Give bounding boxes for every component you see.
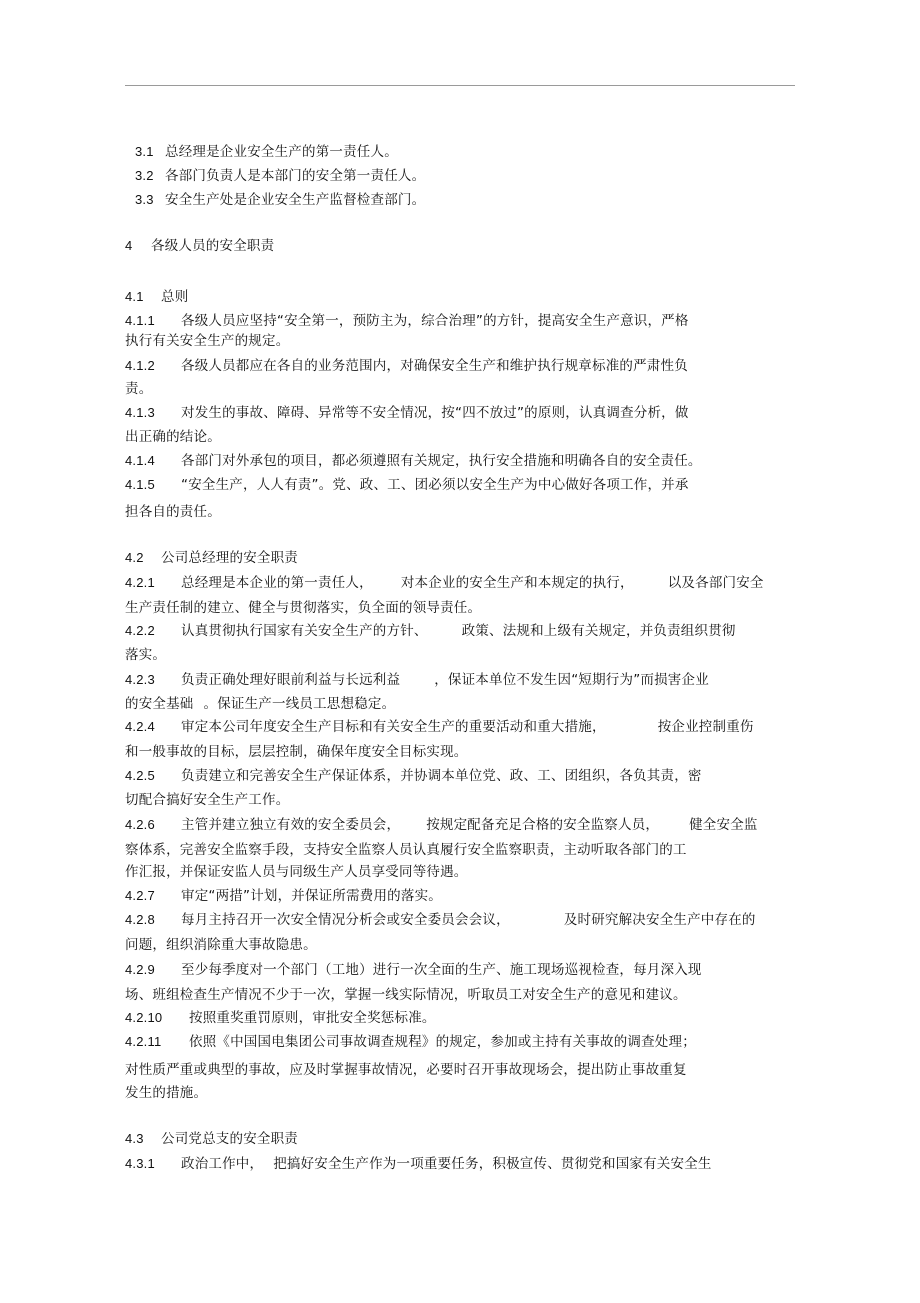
clause-4-2-3-cont xyxy=(125,695,395,713)
clause-4-2-2-cont: 落实。 xyxy=(125,647,167,663)
clause-text: 认真贯彻执行国家有关安全生产的方针、 xyxy=(181,623,428,639)
section-4-3-heading xyxy=(125,1130,298,1148)
item-3-3 xyxy=(135,191,425,209)
clause-4-2-11-cont-1: 对性质严重或典型的事故，应及时掌握事故情况，必要时召开事故现场会，提出防止事故重复 xyxy=(125,1062,687,1078)
clause-text: 把搞好安全生产作为一项重要任务，积极宣传、贯彻党和国家有关安全生 xyxy=(273,1156,712,1172)
clause-number: 3.2 xyxy=(135,168,154,183)
clause-text: 的安全基础 xyxy=(125,696,194,712)
clause-4-1-4 xyxy=(125,452,702,470)
clause-number: 4.2.11 xyxy=(125,1034,162,1049)
clause-number: 3.1 xyxy=(135,144,154,159)
clause-text: 审定“两措”计划，并保证所需费用的落实。 xyxy=(181,888,442,904)
section-title: 总则 xyxy=(161,289,189,305)
clause-text: 对本企业的安全生产和本规定的执行， xyxy=(400,575,634,591)
clause-text: ，保证本单位不发生因“短期行为”而损害企业 xyxy=(434,672,709,688)
clause-text: 每月主持召开一次安全情况分析会或安全委员会会议， xyxy=(181,912,510,928)
clause-4-1-2 xyxy=(125,357,688,375)
section-title: 各级人员的安全职责 xyxy=(151,238,275,254)
clause-4-3-1 xyxy=(125,1155,712,1173)
clause-4-1-5 xyxy=(125,476,689,494)
clause-text: 按企业控制重伤 xyxy=(657,719,754,735)
clause-number: 4.3.1 xyxy=(125,1156,155,1171)
clause-4-2-5-cont: 切配合搞好安全生产工作。 xyxy=(125,792,290,808)
clause-4-2-4 xyxy=(125,718,754,736)
clause-text: 政治工作中， xyxy=(181,1156,264,1172)
section-number: 4.1 xyxy=(125,289,144,304)
clause-number: 4.2.7 xyxy=(125,888,155,903)
section-number: 4.2 xyxy=(125,550,144,565)
clause-4-1-5-cont: 担各自的责任。 xyxy=(125,504,221,520)
clause-4-2-3 xyxy=(125,671,709,689)
clause-4-2-4-cont: 和一般事故的目标，层层控制，确保年度安全目标实现。 xyxy=(125,744,468,760)
clause-text: 负责建立和完善安全生产保证体系，并协调本单位党、政、工、团组织，各负其责，密 xyxy=(181,768,702,784)
clause-4-2-10 xyxy=(125,1009,436,1027)
clause-4-2-6-cont-1: 察体系，完善安全监察手段，支持安全监察人员认真履行安全监察职责，主动听取各部门的工 xyxy=(125,842,687,858)
clause-text: “安全生产，人人有责”。党、政、工、团必须以安全生产为中心做好各项工作，并承 xyxy=(181,477,689,493)
clause-4-2-6-cont-2: 作汇报，并保证安监人员与同级生产人员享受同等待遇。 xyxy=(125,864,468,880)
clause-number: 4.2.3 xyxy=(125,672,155,687)
clause-4-1-2-cont: 责。 xyxy=(125,381,153,397)
section-title: 公司党总支的安全职责 xyxy=(161,1131,298,1147)
clause-number: 4.2.5 xyxy=(125,768,155,783)
clause-4-1-3 xyxy=(125,404,689,422)
clause-text: 及时研究解决安全生产中存在的 xyxy=(563,912,756,928)
clause-4-2-1-cont: 生产责任制的建立、健全与贯彻落实，负全面的领导责任。 xyxy=(125,600,482,616)
clause-number: 3.3 xyxy=(135,192,154,207)
clause-text: 主管并建立独立有效的安全委员会， xyxy=(181,817,401,833)
clause-number: 4.2.9 xyxy=(125,962,155,977)
clause-text: 安全生产处是企业安全生产监督检查部门。 xyxy=(165,192,426,208)
clause-number: 4.2.6 xyxy=(125,817,155,832)
clause-number: 4.2.8 xyxy=(125,912,155,927)
section-4-heading xyxy=(125,237,274,255)
clause-4-2-9-cont: 场、班组检查生产情况不少于一次，掌握一线实际情况，听取员工对安全生产的意见和建议。 xyxy=(125,987,687,1003)
header-rule xyxy=(125,85,795,86)
clause-4-2-9 xyxy=(125,961,702,979)
clause-4-2-1 xyxy=(125,574,764,592)
clause-4-2-5 xyxy=(125,767,702,785)
item-3-1 xyxy=(135,143,398,161)
clause-4-1-1-cont: 执行有关安全生产的规定。 xyxy=(125,333,290,349)
clause-4-2-11-cont-2: 发生的措施。 xyxy=(125,1085,208,1101)
clause-text: 对发生的事故、障碍、异常等不安全情况，按“四不放过”的原则，认真调查分析，做 xyxy=(181,405,689,421)
clause-4-2-7 xyxy=(125,887,442,905)
clause-text: 各级人员都应在各自的业务范围内，对确保安全生产和维护执行规章标准的严肃性负 xyxy=(181,358,688,374)
clause-4-1-1 xyxy=(125,312,689,330)
clause-text: 按规定配备充足合格的安全监察人员， xyxy=(426,817,660,833)
clause-number: 4.2.10 xyxy=(125,1010,163,1025)
clause-number: 4.2.2 xyxy=(125,623,155,638)
clause-4-2-6 xyxy=(125,816,758,834)
clause-text: 总经理是本企业的第一责任人， xyxy=(181,575,373,591)
clause-text: 负责正确处理好眼前利益与长远利益 xyxy=(181,672,401,688)
section-title: 公司总经理的安全职责 xyxy=(161,550,298,566)
clause-text: 各部门负责人是本部门的安全第一责任人。 xyxy=(165,168,426,184)
clause-text: 总经理是企业安全生产的第一责任人。 xyxy=(165,144,398,160)
clause-text: 审定本公司年度安全生产目标和有关安全生产的重要活动和重大措施， xyxy=(181,719,606,735)
item-3-2 xyxy=(135,167,425,185)
clause-number: 4.1.4 xyxy=(125,453,155,468)
clause-number: 4.1.2 xyxy=(125,358,155,373)
clause-text: 政策、法规和上级有关规定，并负责组织贯彻 xyxy=(461,623,736,639)
clause-4-1-3-cont: 出正确的结论。 xyxy=(125,429,221,445)
clause-text: 各部门对外承包的项目，都必须遵照有关规定，执行安全措施和明确各自的安全责任。 xyxy=(181,453,702,469)
clause-4-2-2 xyxy=(125,622,736,640)
clause-text: 。保证生产一线员工思想稳定。 xyxy=(203,696,396,712)
clause-number: 4.1.1 xyxy=(125,313,155,328)
section-4-1-heading xyxy=(125,288,188,306)
clause-4-2-11 xyxy=(125,1033,696,1051)
section-number: 4.3 xyxy=(125,1131,144,1146)
clause-text: 健全安全监 xyxy=(689,817,758,833)
clause-text: 以及各部门安全 xyxy=(667,575,764,591)
clause-number: 4.1.5 xyxy=(125,477,155,492)
clause-text: 各级人员应坚持“安全第一，预防主为，综合治理”的方针，提高安全生产意识，严格 xyxy=(181,313,689,329)
clause-number: 4.2.4 xyxy=(125,719,155,734)
clause-text: 按照重奖重罚原则，审批安全奖惩标准。 xyxy=(189,1010,436,1026)
clause-text: 至少每季度对一个部门（工地）进行一次全面的生产、施工现场巡视检查，每月深入现 xyxy=(181,962,702,978)
section-number: 4 xyxy=(125,238,133,253)
section-4-2-heading xyxy=(125,549,298,567)
clause-text: 依照《中国国电集团公司事故调查规程》的规定，参加或主持有关事故的调查处理； xyxy=(189,1034,696,1050)
clause-4-2-8-cont: 问题，组织消除重大事故隐患。 xyxy=(125,937,317,953)
clause-number: 4.1.3 xyxy=(125,405,155,420)
clause-number: 4.2.1 xyxy=(125,575,155,590)
clause-4-2-8 xyxy=(125,911,756,929)
